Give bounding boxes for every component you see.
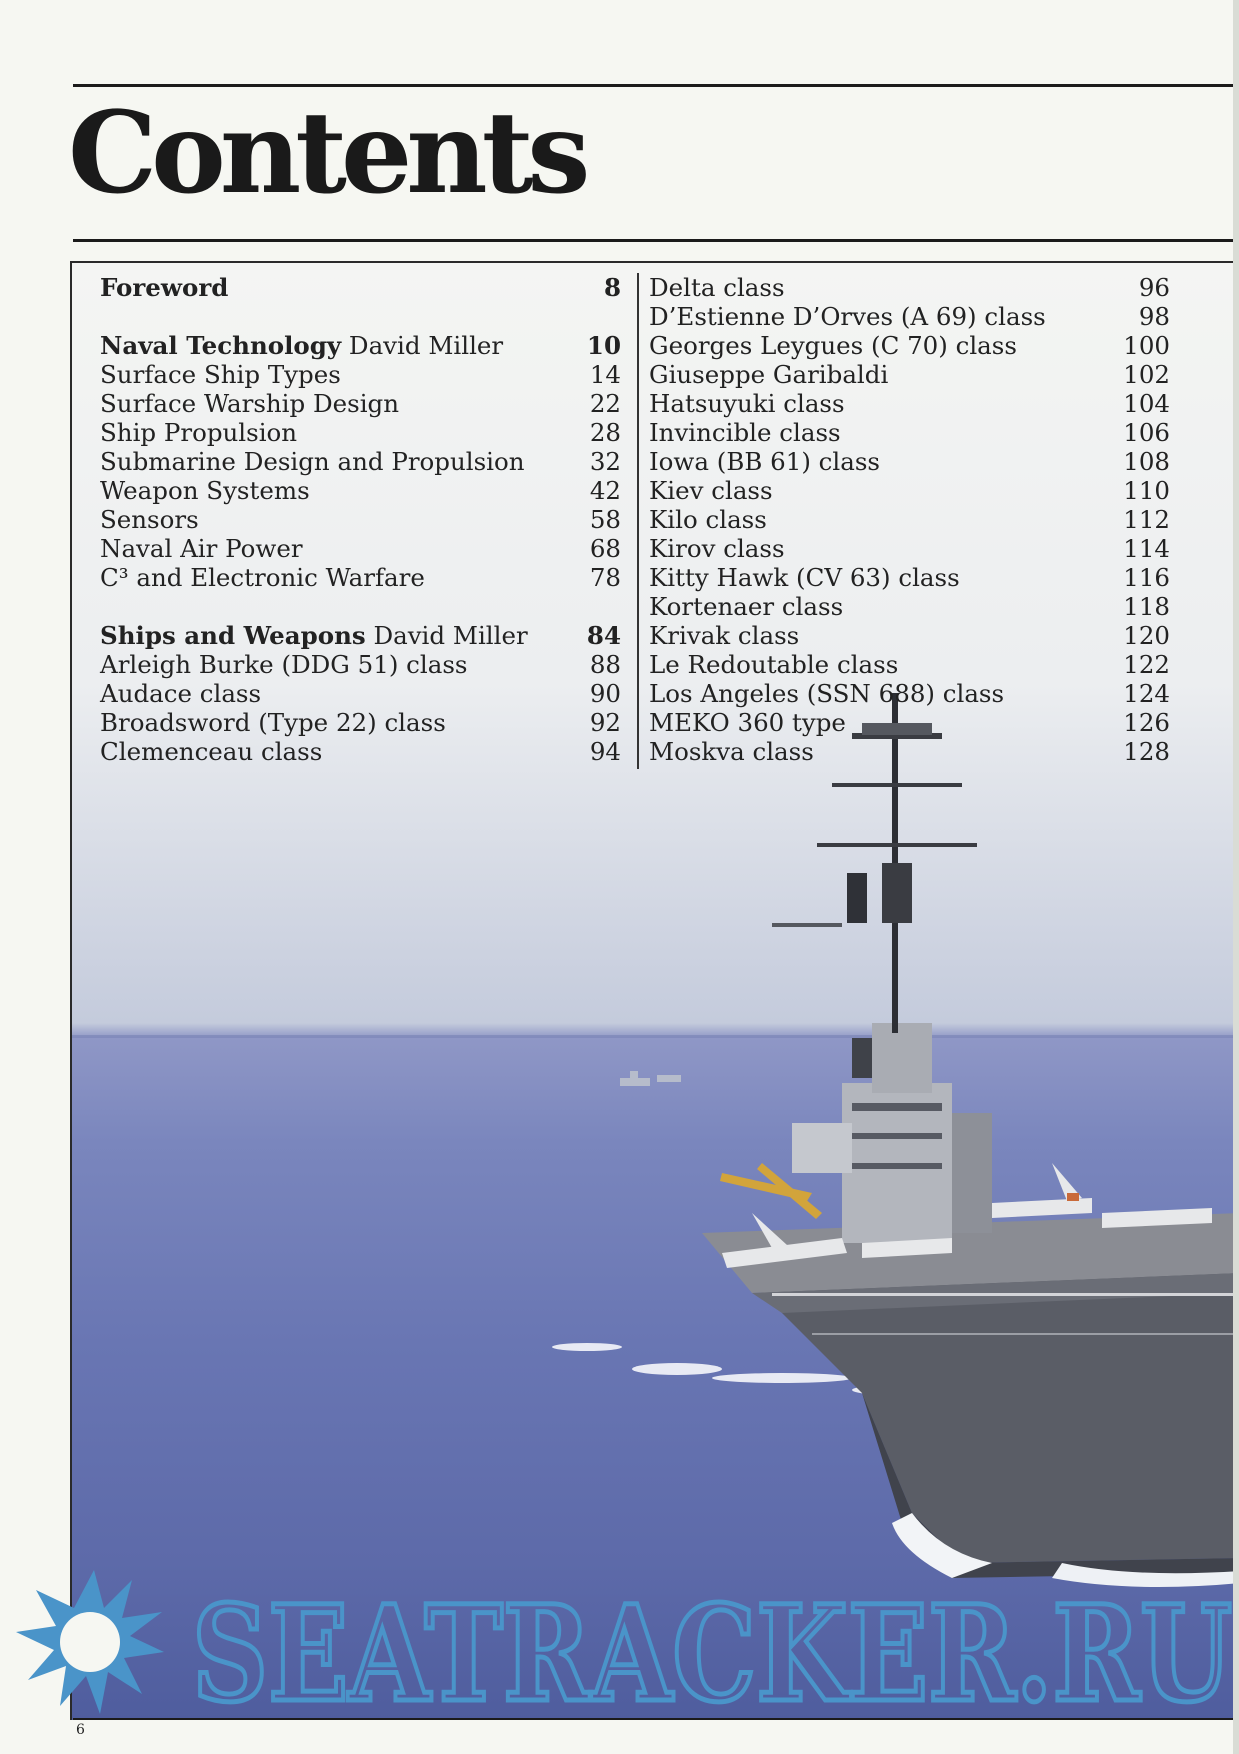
list-item[interactable] xyxy=(100,679,621,708)
entry-label: Giuseppe Garibaldi xyxy=(649,360,889,389)
entry-label: Delta class xyxy=(649,273,785,302)
list-item[interactable] xyxy=(100,447,621,476)
page-number: 6 xyxy=(76,1722,85,1738)
list-item[interactable] xyxy=(100,389,621,418)
entry-label: Surface Ship Types xyxy=(100,360,341,389)
entry-label: Kirov class xyxy=(649,534,785,563)
entry-label: Kortenaer class xyxy=(649,592,844,621)
entry-page: 8 xyxy=(603,273,621,302)
top-rule xyxy=(73,84,1239,87)
entry-label: C³ and Electronic Warfare xyxy=(100,563,425,592)
list-item[interactable] xyxy=(649,273,1170,302)
list-item[interactable] xyxy=(100,621,621,650)
list-item[interactable] xyxy=(649,592,1170,621)
list-item[interactable] xyxy=(100,273,621,302)
entry-page: 102 xyxy=(1123,360,1170,389)
entry-label: Hatsuyuki class xyxy=(649,389,845,418)
entry-label: Foreword xyxy=(100,273,229,302)
entry-page: 120 xyxy=(1123,621,1170,650)
list-item[interactable] xyxy=(649,447,1170,476)
list-item[interactable] xyxy=(100,534,621,563)
entry-label: Ship Propulsion xyxy=(100,418,298,447)
entry-page: 108 xyxy=(1123,447,1170,476)
entry-page: 22 xyxy=(589,389,621,418)
entry-page: 110 xyxy=(1123,476,1170,505)
entry-page: 84 xyxy=(586,621,621,650)
entry-label: Kilo class xyxy=(649,505,767,534)
entry-page: 126 xyxy=(1123,708,1170,737)
section-heading xyxy=(100,621,528,650)
list-item[interactable] xyxy=(100,360,621,389)
entry-page: 128 xyxy=(1123,737,1170,766)
entry-label: Georges Leygues (C 70) class xyxy=(649,331,1017,360)
list-item[interactable] xyxy=(649,679,1170,708)
list-item[interactable] xyxy=(100,476,621,505)
entry-page: 104 xyxy=(1123,389,1170,418)
entry-page: 122 xyxy=(1123,650,1170,679)
entry-label: Submarine Design and Propulsion xyxy=(100,447,525,476)
entry-label: Krivak class xyxy=(649,621,800,650)
entry-page: 94 xyxy=(589,737,621,766)
contents-column-left xyxy=(100,273,621,766)
list-item[interactable] xyxy=(649,563,1170,592)
entry-label: Invincible class xyxy=(649,418,841,447)
title-rule xyxy=(73,239,1239,242)
list-item[interactable] xyxy=(649,621,1170,650)
entry-label: Le Redoutable class xyxy=(649,650,899,679)
list-item[interactable] xyxy=(649,302,1170,331)
entry-page: 10 xyxy=(586,331,621,360)
list-item[interactable] xyxy=(100,505,621,534)
entry-label: Ships and Weapons xyxy=(100,621,366,650)
list-item[interactable] xyxy=(649,505,1170,534)
entry-label: MEKO 360 type xyxy=(649,708,846,737)
entry-label: Los Angeles (SSN 688) class xyxy=(649,679,1005,708)
watermark-logo xyxy=(14,1568,1239,1716)
list-item[interactable] xyxy=(100,418,621,447)
entry-page: 116 xyxy=(1123,563,1170,592)
entry-page: 112 xyxy=(1123,505,1170,534)
list-item[interactable] xyxy=(100,563,621,592)
entry-label: Weapon Systems xyxy=(100,476,310,505)
entry-label: Arleigh Burke (DDG 51) class xyxy=(100,650,468,679)
list-item[interactable] xyxy=(100,708,621,737)
entry-label: Sensors xyxy=(100,505,199,534)
bottom-rule xyxy=(73,1718,1239,1720)
entry-page: 58 xyxy=(589,505,621,534)
list-item[interactable] xyxy=(649,708,1170,737)
entry-label: Broadsword (Type 22) class xyxy=(100,708,446,737)
list-item[interactable] xyxy=(649,650,1170,679)
entry-label: Moskva class xyxy=(649,737,814,766)
entry-page: 90 xyxy=(589,679,621,708)
entry-author: David Miller xyxy=(348,331,504,360)
entry-page: 124 xyxy=(1123,679,1170,708)
entry-label: Clemenceau class xyxy=(100,737,323,766)
entry-page: 28 xyxy=(589,418,621,447)
list-item[interactable] xyxy=(100,331,621,360)
entry-label: Kitty Hawk (CV 63) class xyxy=(649,563,960,592)
page-title: Contents xyxy=(68,88,585,219)
entry-page: 78 xyxy=(589,563,621,592)
list-item[interactable] xyxy=(100,737,621,766)
list-item[interactable] xyxy=(649,737,1170,766)
list-item[interactable] xyxy=(649,476,1170,505)
entry-label: D’Estienne D’Orves (A 69) class xyxy=(649,302,1046,331)
contents-column-right xyxy=(637,273,1170,769)
entry-page: 96 xyxy=(1138,273,1170,302)
entry-page: 68 xyxy=(589,534,621,563)
entry-author: David Miller xyxy=(373,621,528,650)
watermark-text: SEATRACKER.RU xyxy=(192,1577,1232,1716)
list-item[interactable] xyxy=(649,534,1170,563)
entry-label: Iowa (BB 61) class xyxy=(649,447,880,476)
list-item[interactable] xyxy=(649,389,1170,418)
entry-page: 14 xyxy=(589,360,621,389)
entry-page: 118 xyxy=(1123,592,1170,621)
entry-page: 100 xyxy=(1123,331,1170,360)
list-item[interactable] xyxy=(649,331,1170,360)
entry-page: 92 xyxy=(589,708,621,737)
entry-page: 32 xyxy=(589,447,621,476)
entry-label: Naval Technology xyxy=(100,331,342,360)
entry-label: Naval Air Power xyxy=(100,534,303,563)
entry-page: 88 xyxy=(589,650,621,679)
list-item[interactable] xyxy=(649,360,1170,389)
entry-page: 42 xyxy=(589,476,621,505)
section-heading xyxy=(100,331,503,360)
list-item[interactable] xyxy=(649,418,1170,447)
page-edge xyxy=(1233,0,1239,1754)
entry-label: Kiev class xyxy=(649,476,773,505)
entry-page: 106 xyxy=(1123,418,1170,447)
entry-label: Surface Warship Design xyxy=(100,389,400,418)
entry-page: 98 xyxy=(1138,302,1170,331)
entry-page: 114 xyxy=(1123,534,1170,563)
entry-label: Audace class xyxy=(100,679,262,708)
list-item[interactable] xyxy=(100,650,621,679)
aircraft-carrier-illustration xyxy=(612,693,1239,1713)
